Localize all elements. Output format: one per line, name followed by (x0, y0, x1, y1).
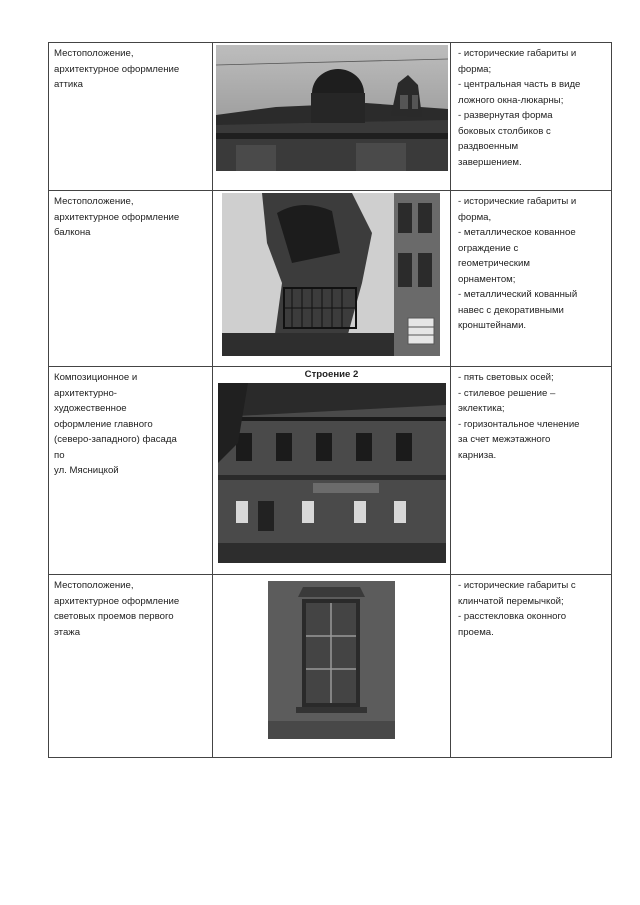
main-facade-photo (218, 383, 446, 563)
element-name-cell (49, 191, 213, 367)
table-row (49, 367, 612, 575)
features-cell (451, 43, 612, 191)
protected-features: - исторические габариты с клинчатой перемычкой; - расстекловка оконного проема. (458, 580, 576, 638)
facade-attic-photo (216, 45, 448, 171)
protected-features: - пять световых осей; - стилевое решение – эклектика; - горизонтальное членение за счет межэтажного карниза. (458, 372, 580, 461)
table-row (49, 191, 612, 367)
element-name-cell (49, 575, 213, 758)
photo-cell (213, 367, 451, 575)
protected-features: - исторические габариты и форма, - металлическое кованное ограждение с геометрическим орнаментом; - металлический кованный навес с декоративными кронштейнами. (458, 196, 578, 331)
element-name: Местоположение, архитектурное оформление балкона (54, 196, 180, 238)
table-row (49, 43, 612, 191)
protected-features: - исторические габариты и форма; - центральная часть в виде ложного окна-люкарны; - развернутая форма боковых столбиков с раздвоенным завершением. (458, 48, 581, 168)
window-photo (268, 581, 395, 739)
element-name: Местоположение, архитектурное оформление световых проемов первого этажа (54, 580, 180, 638)
features-cell (451, 575, 612, 758)
photo-cell (213, 575, 451, 758)
building-caption: Строение 2 (304, 369, 359, 380)
photo-cell (213, 43, 451, 191)
features-cell (451, 367, 612, 575)
features-cell (451, 191, 612, 367)
element-name-cell (49, 367, 213, 575)
photo-cell (213, 191, 451, 367)
balcony-photo (222, 193, 440, 356)
table-row (49, 575, 612, 758)
element-name-cell (49, 43, 213, 191)
element-name: Местоположение, архитектурное оформление аттика (54, 48, 180, 90)
heritage-elements-table (48, 42, 612, 758)
element-name: Композиционное и архитектурно- художественное оформление главного (северо-западного) фасада по ул. Мясницкой (54, 372, 177, 476)
